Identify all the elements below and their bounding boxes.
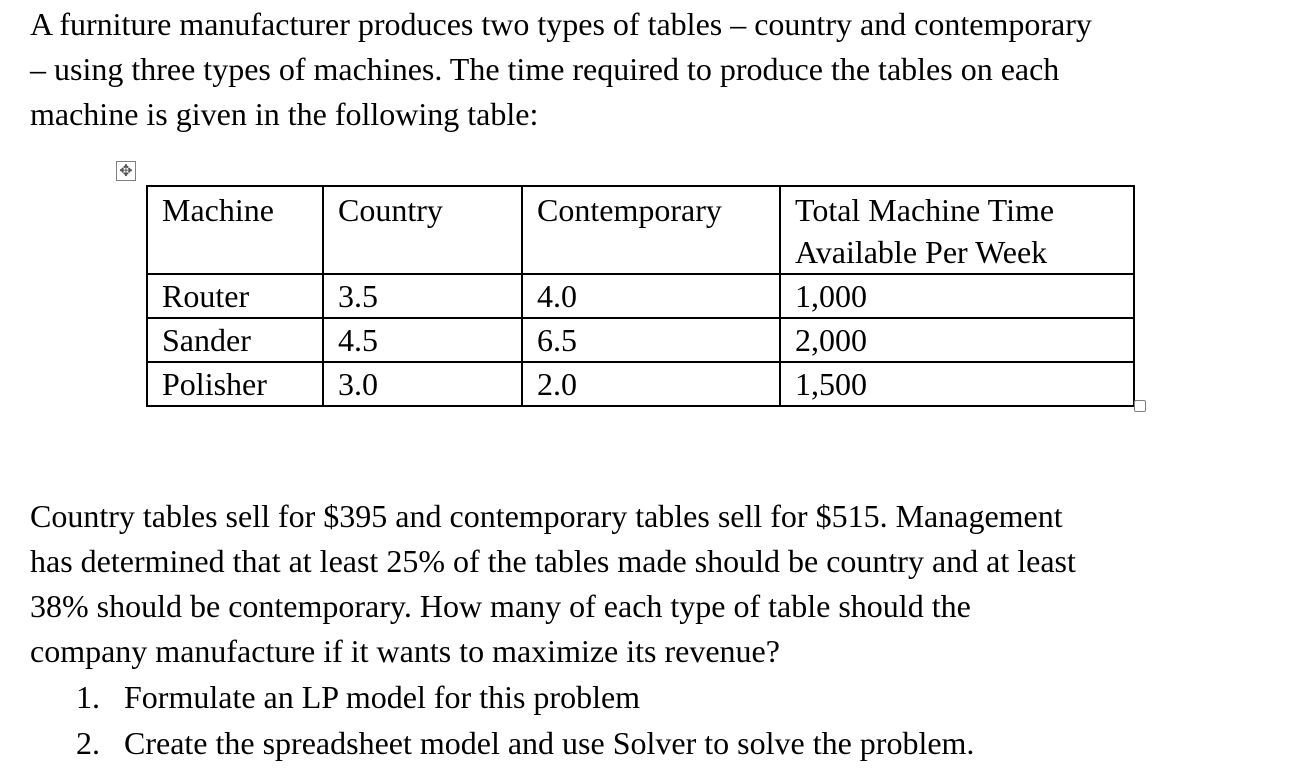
list-item [76, 720, 974, 766]
table-row [147, 274, 1134, 318]
cell-total[interactable]: 1,000 [780, 274, 1134, 318]
machine-time-table [146, 185, 1135, 407]
header-total-line: Total Machine Time [795, 192, 1055, 228]
problem-line: Country tables sell for $395 and contemporary tables sell for $515. Management [30, 498, 1063, 534]
table-resize-handle-icon[interactable] [1134, 400, 1146, 412]
table-header-row [147, 186, 1134, 274]
problem-line: 38% should be contemporary. How many of each type of table should the [30, 588, 971, 624]
intro-paragraph [30, 2, 1300, 137]
problem-paragraph [30, 494, 1300, 674]
intro-line: machine is given in the following table: [30, 96, 539, 132]
task-list [76, 674, 974, 766]
problem-line: company manufacture if it wants to maximize its revenue? [30, 633, 780, 669]
problem-line: has determined that at least 25% of the tables made should be country and at least [30, 543, 1076, 579]
list-text: Create the spreadsheet model and use Solver to solve the problem. [124, 725, 975, 761]
cell-total[interactable]: 2,000 [780, 318, 1134, 362]
list-item [76, 674, 974, 720]
header-machine[interactable]: Machine [147, 186, 323, 274]
cell-contemporary[interactable]: 2.0 [522, 362, 780, 406]
cell-contemporary[interactable]: 6.5 [522, 318, 780, 362]
cell-country[interactable]: 3.5 [323, 274, 522, 318]
cell-country[interactable]: 4.5 [323, 318, 522, 362]
cell-machine[interactable]: Router [147, 274, 323, 318]
intro-line: A furniture manufacturer produces two types of tables – country and contemporary [30, 6, 1092, 42]
header-country[interactable]: Country [323, 186, 522, 274]
list-number: 1. [76, 679, 100, 715]
cell-country[interactable]: 3.0 [323, 362, 522, 406]
cell-machine[interactable]: Sander [147, 318, 323, 362]
table-row [147, 318, 1134, 362]
header-total-line: Available Per Week [795, 234, 1048, 270]
table-move-handle-icon[interactable] [116, 161, 136, 181]
table-row [147, 362, 1134, 406]
header-contemporary[interactable]: Contemporary [522, 186, 780, 274]
cell-total[interactable]: 1,500 [780, 362, 1134, 406]
intro-line: – using three types of machines. The time required to produce the tables on each [30, 51, 1060, 87]
list-number: 2. [76, 725, 100, 761]
move-cross-icon: ✥ [119, 161, 133, 180]
cell-machine[interactable]: Polisher [147, 362, 323, 406]
list-text: Formulate an LP model for this problem [124, 679, 641, 715]
header-total-machine-time[interactable] [780, 186, 1134, 274]
cell-contemporary[interactable]: 4.0 [522, 274, 780, 318]
